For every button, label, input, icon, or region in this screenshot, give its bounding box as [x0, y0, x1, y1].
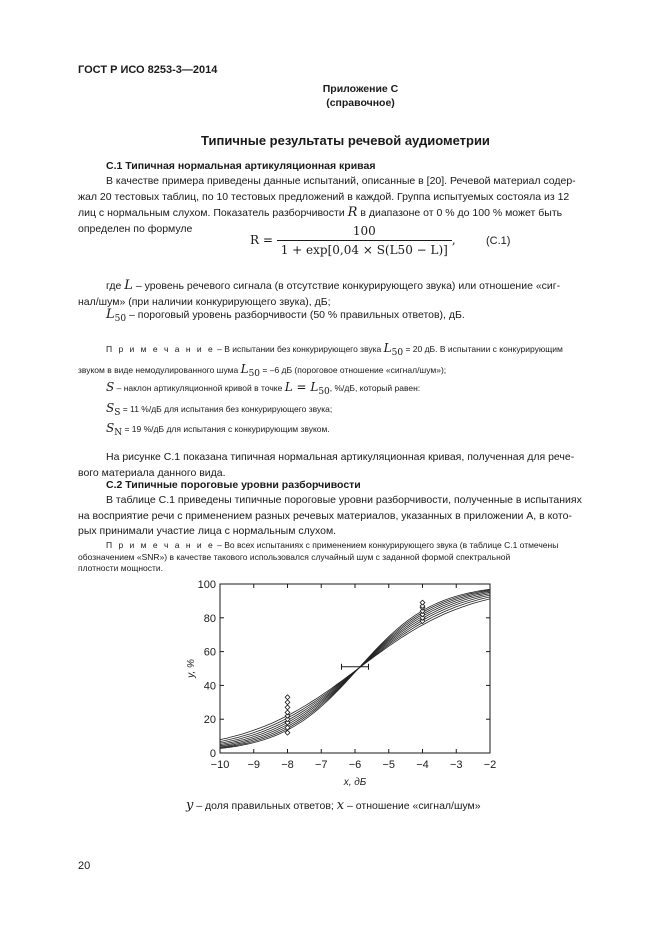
- figure-caption: y – доля правильных ответов; x – отношение «сигнал/шум»: [186, 798, 481, 813]
- x-axis-label: x, дБ: [343, 777, 367, 788]
- x-tick-label: −9: [247, 759, 261, 771]
- x-tick-label: −5: [382, 759, 396, 771]
- y-tick-label: 40: [203, 680, 216, 693]
- section-2-heading: С.2 Типичные пороговые уровни разборчивости: [106, 479, 361, 491]
- annex-title: Приложение С: [322, 83, 399, 95]
- y-tick-label: 0: [209, 748, 216, 760]
- series-line: [220, 591, 490, 747]
- x-tick-label: −4: [416, 759, 429, 771]
- x-tick-label: −6: [348, 759, 362, 771]
- series-line: [220, 589, 490, 748]
- where-clause: где L – уровень речевого сигнала (в отсутствие конкурирующего звука) или отношение «сиг- нал/шум» (при наличии конкурирующего звука), дБ;: [78, 278, 561, 308]
- formula-c1: R = $\frac{100}{1 + \exp[0,04 \times S(L50 - L)]}$ ,: [250, 224, 456, 257]
- data-point: [420, 600, 425, 605]
- y-tick-label: 60: [203, 646, 216, 659]
- data-point: [285, 705, 290, 710]
- section-1-heading: С.1 Типичная нормальная артикуляционная кривая: [106, 160, 376, 172]
- page-title: Типичные результаты речевой аудиометрии: [201, 133, 490, 148]
- section-1-paragraph-2: На рисунке С.1 показана типичная нормальная артикуляционная кривая, полученная для рече- вого материала данного вида.: [78, 451, 575, 479]
- x-tick-label: −2: [483, 759, 497, 771]
- note-1-line-2: звуком в виде немодулированного шума L50 = –6 дБ (пороговое отношение «сигнал/шум»);: [78, 362, 447, 379]
- data-point: [285, 700, 290, 705]
- data-point: [285, 710, 290, 715]
- page-number: 20: [78, 860, 91, 872]
- series-line: [220, 592, 490, 746]
- note-2: П р и м е ч а н и е – Во всех испытаниях с применением конкурирующего звука (в таблице С.1 отмечены обозначением «SNR») в качестве такового использовался случайный шум с заданной формой спектральной плотности мощности.: [78, 540, 559, 573]
- series-line: [220, 594, 490, 745]
- data-point: [285, 695, 290, 700]
- document-id: ГОСТ Р ИСО 8253-3—2014: [78, 64, 218, 76]
- series-line: [220, 595, 490, 743]
- x-tick-label: −7: [314, 759, 328, 771]
- x-tick-label: −10: [210, 759, 230, 771]
- series-line: [220, 599, 490, 740]
- y-tick-label: 100: [197, 579, 216, 591]
- intelligibility-chart: [180, 575, 510, 795]
- y-tick-label: 20: [203, 714, 216, 727]
- y-tick-label: 80: [203, 612, 216, 625]
- series-line: [220, 597, 490, 742]
- x-tick-label: −8: [281, 759, 294, 771]
- y-axis-label: y, %: [186, 659, 197, 678]
- note-1-slope-line: S – наклон артикуляционной кривой в точке L = L50, %/дБ, который равен:: [106, 380, 421, 397]
- l50-definition: L50 – пороговый уровень разборчивости (50 % правильных ответов), дБ.: [106, 307, 465, 324]
- note-1-ss-line: SS = 11 %/дБ для испытания без конкурирующего звука;: [106, 401, 333, 418]
- formula-number: (С.1): [486, 235, 511, 247]
- x-tick-label: −3: [449, 759, 463, 771]
- section-2-paragraph: В таблице С.1 приведены типичные пороговые уровни разборчивости, полученные в испытаниях на восприятие речи с применением разных речевых материалов, указанных в приложении А, в кото- рых принимали участие лица с нормальным слухом.: [78, 494, 582, 537]
- note-1-line-1: П р и м е ч а н и е – В испытании без конкурирующего звука L50 = 20 дБ. В испытании с конкурирующим: [106, 341, 563, 358]
- section-1-paragraph: В качестве примера приведены данные испытаний, описанные в [20]. Речевой материал содер- жал 20 тестовых таблиц, по 10 тестовых предложений в каждой. Группа испытуемых состояла из 12 лиц с нормальным слухом. Показатель разборчивости R в диапазоне от 0 % до 100 % может быть определен по формуле: [78, 175, 576, 235]
- annex-subtitle: (справочное): [326, 97, 395, 109]
- series-line: [220, 590, 490, 748]
- note-1-sn-line: SN = 19 %/дБ для испытания с конкурирующим звуком.: [106, 421, 330, 438]
